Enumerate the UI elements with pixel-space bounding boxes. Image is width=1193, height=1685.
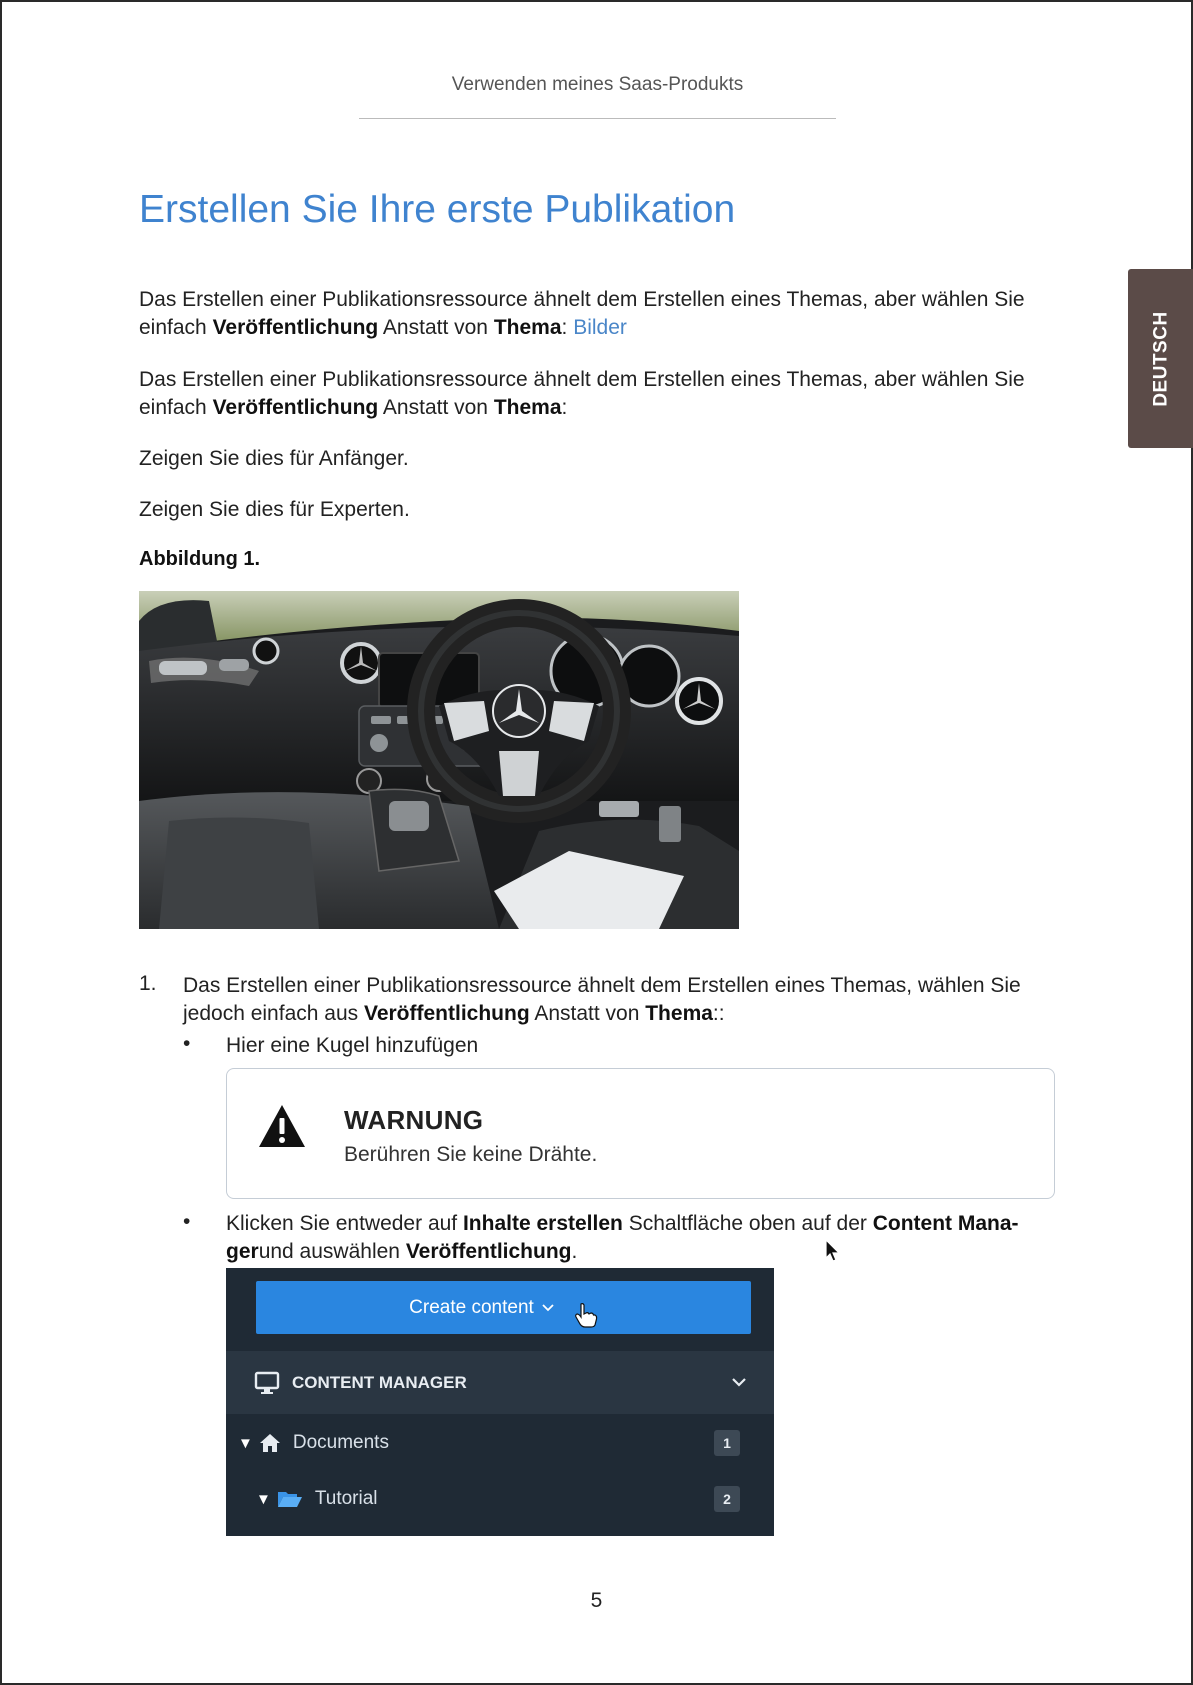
monitor-icon <box>254 1371 280 1395</box>
tree-item-label: Tutorial <box>314 1488 378 1509</box>
content-manager-screenshot <box>226 1268 774 1536</box>
step-1-text: Das Erstellen einer Publikationsressource ähnelt dem Erstellen eines Themas, wählen Sie jedoch einfach aus Veröffentlichung Anstatt von Thema:: <box>183 974 1021 1025</box>
language-tab-label: DEUTSCH <box>1150 310 1172 407</box>
chevron-down-icon <box>542 1304 554 1312</box>
page-number: 5 <box>590 1589 603 1612</box>
warning-text: Berühren Sie keine Drähte. <box>344 1143 598 1166</box>
hand-cursor-icon <box>574 1302 598 1328</box>
count-badge: 1 <box>714 1430 740 1456</box>
expand-triangle-icon: ▼ <box>256 1490 271 1508</box>
tree-item-label: Documents <box>292 1432 389 1453</box>
beginner-note: Zeigen Sie dies für Anfänger. <box>139 447 409 470</box>
bullet-text: Klicken Sie entweder auf Inhalte erstellen Schaltfläche oben auf der Content Mana-gerund auswählen Veröffentlichung. <box>226 1212 1019 1263</box>
page-title: Erstellen Sie Ihre erste Publikation <box>139 188 736 231</box>
home-icon <box>259 1433 281 1453</box>
language-tab[interactable] <box>1128 269 1193 448</box>
content-manager-header[interactable] <box>226 1351 774 1414</box>
bullet-marker: • <box>183 1032 191 1055</box>
chevron-down-icon <box>732 1378 746 1387</box>
images-link[interactable]: Bilder <box>573 316 627 339</box>
warning-icon <box>257 1103 307 1149</box>
figure-caption: Abbildung 1. <box>139 548 261 570</box>
bullet-marker: • <box>183 1210 191 1233</box>
tree-item-tutorial[interactable] <box>226 1471 774 1527</box>
expert-note: Zeigen Sie dies für Experten. <box>139 498 410 521</box>
create-content-button[interactable] <box>256 1281 751 1334</box>
create-content-label: Create content <box>409 1296 534 1318</box>
expand-triangle-icon: ▼ <box>238 1434 253 1452</box>
list-number: 1. <box>139 972 157 995</box>
count-badge: 2 <box>714 1486 740 1512</box>
content-manager-label: CONTENT MANAGER <box>292 1372 467 1392</box>
second-paragraph: Das Erstellen einer Publikationsressource ähnelt dem Erstellen eines Themas, aber wählen Sie einfach Veröffentlichung Anstatt von Thema: <box>139 368 1025 419</box>
folder-open-icon <box>277 1489 303 1509</box>
bullet-text: Hier eine Kugel hinzufügen <box>226 1034 479 1057</box>
tree-item-documents[interactable] <box>226 1415 774 1471</box>
running-header: Verwenden meines Saas-Produkts <box>359 74 836 119</box>
warning-callout <box>226 1068 1055 1199</box>
mouse-cursor-icon <box>825 1239 841 1263</box>
intro-paragraph: Das Erstellen einer Publikationsressource ähnelt dem Erstellen eines Themas, aber wählen Sie einfach Veröffentlichung Anstatt von Thema: Bilder <box>139 288 1025 339</box>
warning-title: WARNUNG <box>344 1105 484 1135</box>
car-interior-image <box>139 591 739 929</box>
